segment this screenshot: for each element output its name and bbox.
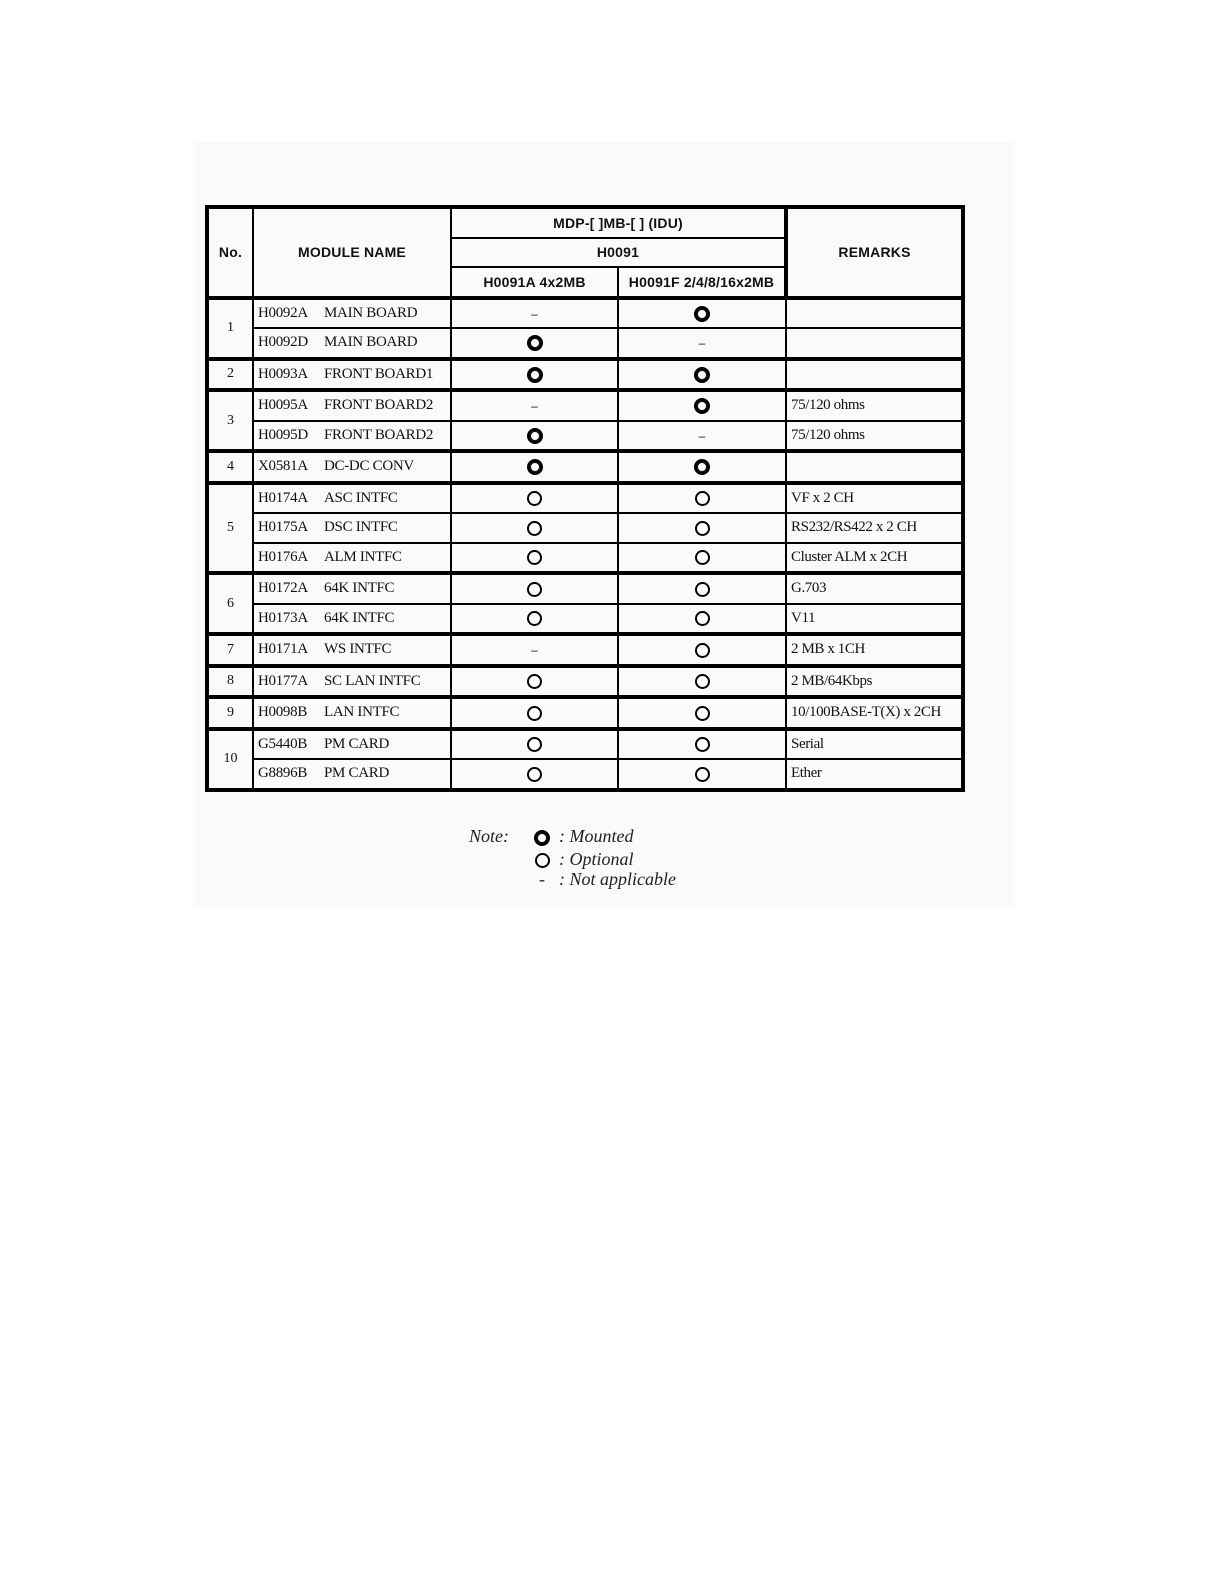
module-code: H0092A — [258, 304, 308, 321]
table-row — [207, 513, 963, 543]
module-code: H0176A — [258, 548, 308, 565]
module-name: LAN INTFC — [324, 704, 400, 721]
optional-icon — [695, 674, 710, 689]
row-number: 2 — [207, 359, 253, 391]
table-row — [207, 759, 963, 790]
header-module-name: MODULE NAME — [253, 207, 451, 298]
not-applicable-mark: – — [531, 643, 538, 658]
module-code: H0095D — [258, 426, 308, 443]
module-name: PM CARD — [324, 765, 390, 782]
mark-cell — [618, 573, 786, 604]
header-group: MDP-[ ]MB-[ ] (IDU) — [451, 207, 786, 238]
mark-cell — [451, 451, 618, 483]
mark-cell — [451, 513, 618, 543]
module-code: H0171A — [258, 641, 308, 658]
mark-cell — [451, 634, 618, 666]
mark-cell — [618, 328, 786, 359]
table-row — [207, 573, 963, 604]
header-variant-f: H0091F 2/4/8/16x2MB — [618, 267, 786, 298]
remarks-cell: Ether — [786, 759, 963, 790]
module-name: FRONT BOARD1 — [324, 365, 434, 382]
mark-cell — [451, 298, 618, 329]
optional-icon — [695, 737, 710, 752]
optional-icon — [527, 706, 542, 721]
remarks-cell — [786, 328, 963, 359]
mark-cell — [451, 483, 618, 514]
optional-icon — [527, 550, 542, 565]
module-name: ASC INTFC — [324, 489, 398, 506]
mounted-icon — [527, 367, 543, 383]
mark-cell — [451, 573, 618, 604]
optional-icon — [527, 674, 542, 689]
legend-optional — [531, 849, 634, 870]
not-applicable-mark: – — [531, 306, 538, 321]
module-code: H0172A — [258, 580, 308, 597]
remarks-cell: 75/120 ohms — [786, 390, 963, 421]
mounted-icon — [694, 459, 710, 475]
module-name: DSC INTFC — [324, 519, 398, 536]
note-label: Note: — [469, 826, 509, 846]
row-number: 10 — [207, 729, 253, 790]
legend-mounted-text: : Mounted — [559, 826, 634, 846]
mark-cell — [618, 634, 786, 666]
mark-cell — [618, 543, 786, 574]
optional-icon — [527, 737, 542, 752]
remarks-cell: V11 — [786, 604, 963, 635]
module-code: H0174A — [258, 489, 308, 506]
table-row — [207, 543, 963, 574]
optional-icon — [535, 853, 550, 868]
module-cell — [253, 328, 451, 359]
mark-cell — [451, 604, 618, 635]
optional-icon — [527, 767, 542, 782]
optional-icon — [695, 706, 710, 721]
module-cell — [253, 298, 451, 329]
module-name: FRONT BOARD2 — [324, 426, 434, 443]
module-cell — [253, 451, 451, 483]
module-code: X0581A — [258, 458, 308, 475]
remarks-cell — [786, 359, 963, 391]
mark-cell — [618, 390, 786, 421]
mark-cell — [618, 483, 786, 514]
module-code: H0175A — [258, 519, 308, 536]
mark-cell — [451, 729, 618, 760]
header-variant-a: H0091A 4x2MB — [451, 267, 618, 298]
module-cell — [253, 421, 451, 452]
module-code: H0177A — [258, 672, 308, 689]
table-row — [207, 451, 963, 483]
module-cell — [253, 759, 451, 790]
row-number: 8 — [207, 666, 253, 698]
header-remarks: REMARKS — [786, 207, 963, 298]
mark-cell — [618, 298, 786, 329]
legend-optional-text: : Optional — [559, 849, 634, 869]
optional-icon — [527, 611, 542, 626]
mark-cell — [451, 359, 618, 391]
table-row — [207, 328, 963, 359]
module-name: SC LAN INTFC — [324, 672, 421, 689]
remarks-cell: 2 MB/64Kbps — [786, 666, 963, 698]
row-number: 1 — [207, 298, 253, 359]
mounted-icon — [534, 830, 550, 846]
optional-icon — [695, 643, 710, 658]
module-code: H0095A — [258, 397, 308, 414]
remarks-cell: G.703 — [786, 573, 963, 604]
table-row — [207, 483, 963, 514]
module-cell — [253, 573, 451, 604]
mounted-icon — [694, 367, 710, 383]
remarks-cell: RS232/RS422 x 2 CH — [786, 513, 963, 543]
optional-icon — [695, 582, 710, 597]
remarks-cell: 2 MB x 1CH — [786, 634, 963, 666]
legend-na-text: : Not applicable — [559, 869, 676, 889]
row-number: 7 — [207, 634, 253, 666]
module-name: FRONT BOARD2 — [324, 397, 434, 414]
module-cell — [253, 483, 451, 514]
module-cell — [253, 513, 451, 543]
mark-cell — [451, 328, 618, 359]
table-row — [207, 390, 963, 421]
module-cell — [253, 390, 451, 421]
legend-na — [531, 869, 676, 890]
module-name: DC-DC CONV — [324, 458, 414, 475]
mark-cell — [618, 421, 786, 452]
optional-icon — [695, 767, 710, 782]
remarks-cell: 75/120 ohms — [786, 421, 963, 452]
mark-cell — [618, 513, 786, 543]
row-number: 9 — [207, 697, 253, 729]
optional-icon — [527, 491, 542, 506]
remarks-cell — [786, 298, 963, 329]
module-name: PM CARD — [324, 735, 390, 752]
module-cell — [253, 543, 451, 574]
not-applicable-mark: – — [698, 336, 706, 351]
table-row — [207, 729, 963, 760]
optional-icon — [695, 491, 710, 506]
mark-cell — [451, 666, 618, 698]
mark-cell — [618, 759, 786, 790]
module-code: H0173A — [258, 609, 308, 626]
optional-icon — [695, 521, 710, 536]
optional-icon — [527, 582, 542, 597]
module-cell — [253, 634, 451, 666]
mark-cell — [451, 543, 618, 574]
mark-cell — [451, 390, 618, 421]
mounted-icon — [694, 398, 710, 414]
mounted-icon — [527, 428, 543, 444]
legend-mounted — [531, 826, 633, 847]
na-symbol: - — [539, 869, 545, 889]
table-row — [207, 298, 963, 329]
module-name: 64K INTFC — [324, 609, 395, 626]
module-code: H0093A — [258, 365, 308, 382]
mark-cell — [618, 666, 786, 698]
row-number: 4 — [207, 451, 253, 483]
remarks-cell: VF x 2 CH — [786, 483, 963, 514]
mark-cell — [618, 359, 786, 391]
module-code: G5440B — [258, 735, 308, 752]
mark-cell — [618, 697, 786, 729]
remarks-cell — [786, 451, 963, 483]
mark-cell — [451, 759, 618, 790]
not-applicable-mark: – — [531, 399, 538, 414]
module-code: H0098B — [258, 704, 308, 721]
mark-cell — [451, 697, 618, 729]
module-name: ALM INTFC — [324, 548, 402, 565]
module-cell — [253, 729, 451, 760]
module-cell — [253, 666, 451, 698]
remarks-cell: 10/100BASE-T(X) x 2CH — [786, 697, 963, 729]
module-name: MAIN BOARD — [324, 334, 418, 351]
mounted-icon — [694, 306, 710, 322]
mounted-icon — [527, 459, 543, 475]
header-model: H0091 — [451, 238, 786, 268]
not-applicable-mark: – — [698, 428, 706, 443]
optional-icon — [695, 550, 710, 565]
module-cell — [253, 359, 451, 391]
module-cell — [253, 604, 451, 635]
module-table — [205, 205, 965, 792]
module-cell — [253, 697, 451, 729]
module-name: WS INTFC — [324, 641, 392, 658]
module-code: G8896B — [258, 765, 308, 782]
table-row — [207, 697, 963, 729]
mark-cell — [618, 729, 786, 760]
row-number: 6 — [207, 573, 253, 634]
remarks-cell: Cluster ALM x 2CH — [786, 543, 963, 574]
module-name: 64K INTFC — [324, 580, 395, 597]
optional-icon — [695, 611, 710, 626]
mark-cell — [618, 604, 786, 635]
row-number: 5 — [207, 483, 253, 574]
remarks-cell: Serial — [786, 729, 963, 760]
table-row — [207, 604, 963, 635]
optional-icon — [527, 521, 542, 536]
table-row — [207, 359, 963, 391]
mark-cell — [451, 421, 618, 452]
module-code: H0092D — [258, 334, 308, 351]
module-name: MAIN BOARD — [324, 304, 418, 321]
row-number: 3 — [207, 390, 253, 451]
table-row — [207, 634, 963, 666]
table-row — [207, 421, 963, 452]
mounted-icon — [527, 335, 543, 351]
table-row — [207, 666, 963, 698]
mark-cell — [618, 451, 786, 483]
header-no: No. — [207, 207, 253, 298]
